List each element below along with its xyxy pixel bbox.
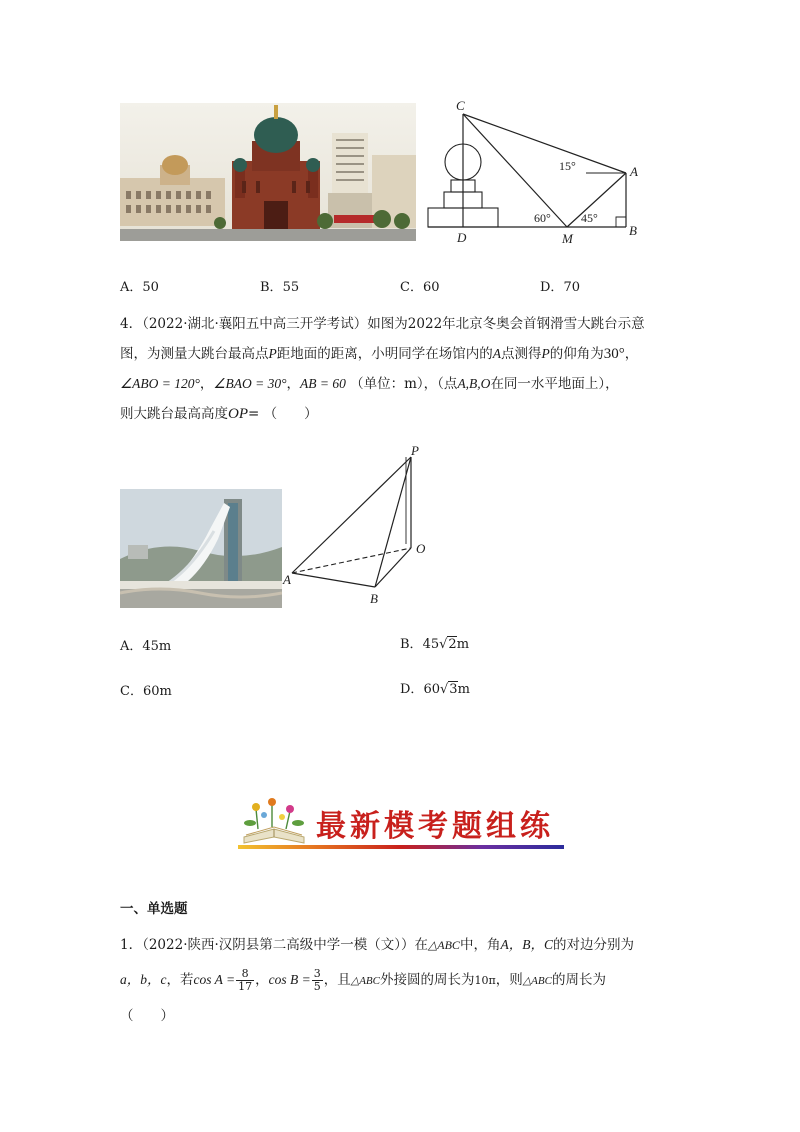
q4-option-c[interactable]: C．60m xyxy=(120,684,172,699)
q3-option-b[interactable]: B．55 xyxy=(260,280,300,295)
q4-option-d[interactable]: D．60√3m xyxy=(400,682,470,697)
point-M: M xyxy=(562,231,573,246)
q1-line-2: a，b，c，若cos A = $\frac{8}{17}$ ，cos B = $\frac{3}{5}$ ，且△ABC外接圆的周长为10π，则△ABC的周长为 xyxy=(120,967,606,993)
cathedral-photo xyxy=(120,103,416,241)
q4-text xyxy=(120,309,680,429)
point-O: O xyxy=(416,541,426,556)
q1-answer-paren[interactable]: （ ） xyxy=(120,1008,174,1024)
line-PA xyxy=(292,457,411,573)
q3-option-d[interactable]: D．70 xyxy=(540,280,580,295)
fraction-cosA: $\frac{8}{17}$ xyxy=(238,967,253,993)
angle-60: 60° xyxy=(534,211,551,225)
angle-15: 15° xyxy=(559,159,576,173)
q1-line-1: 1．（2022·陕西·汉阴县第二高级中学一模（文））在△ABC中，角A，B，C的对边分别为 xyxy=(120,937,634,953)
fraction-cosB: $\frac{3}{5}$ xyxy=(313,967,321,993)
q4-line-2: 图，为测量大跳台最高点P距地面的距离，小明同学在场馆内的A点测得P的仰角为30°， xyxy=(120,346,639,362)
q3-option-a[interactable]: A．50 xyxy=(120,280,159,295)
point-B: B xyxy=(629,223,637,238)
ski-jump-photo-icon xyxy=(120,489,282,608)
banner-title: 最新模考题组练 xyxy=(316,809,554,844)
q4-diagram xyxy=(282,440,442,610)
angle-45: 45° xyxy=(581,211,598,225)
q3-diagram xyxy=(420,100,650,250)
point-C: C xyxy=(456,100,465,113)
section-banner xyxy=(238,797,564,853)
q4-line-1: 4．（2022·湖北·襄阳五中高三开学考试）如图为2022年北京冬奥会首钢滑雪大跳台示意 xyxy=(120,316,645,332)
point-A: A xyxy=(283,572,291,587)
section-heading: 一、单选题 xyxy=(120,901,188,917)
q4-line-4: 则大跳台最高高度OP= （ ） xyxy=(120,406,318,422)
point-A: A xyxy=(630,164,638,179)
point-P: P xyxy=(411,443,419,458)
q3-option-c[interactable]: C．60 xyxy=(400,280,440,295)
line-AB xyxy=(292,573,375,587)
book-flower-icon xyxy=(238,797,310,847)
q1-text xyxy=(120,930,680,1031)
line-CA xyxy=(463,114,626,173)
line-AO xyxy=(292,548,411,573)
point-B: B xyxy=(370,591,378,606)
q4-option-b[interactable]: B．45√2m xyxy=(400,637,470,652)
ski-jump-photo xyxy=(120,489,282,608)
cathedral-photo-icon xyxy=(120,103,416,241)
banner-underline xyxy=(238,845,564,849)
q4-option-a[interactable]: A．45m xyxy=(120,639,172,654)
q4-line-3: ∠ABO = 120°，∠BAO = 30°，AB = 60 （单位：m），（点A,B,O在同一水平地面上）， xyxy=(120,376,619,392)
point-D: D xyxy=(457,230,467,245)
